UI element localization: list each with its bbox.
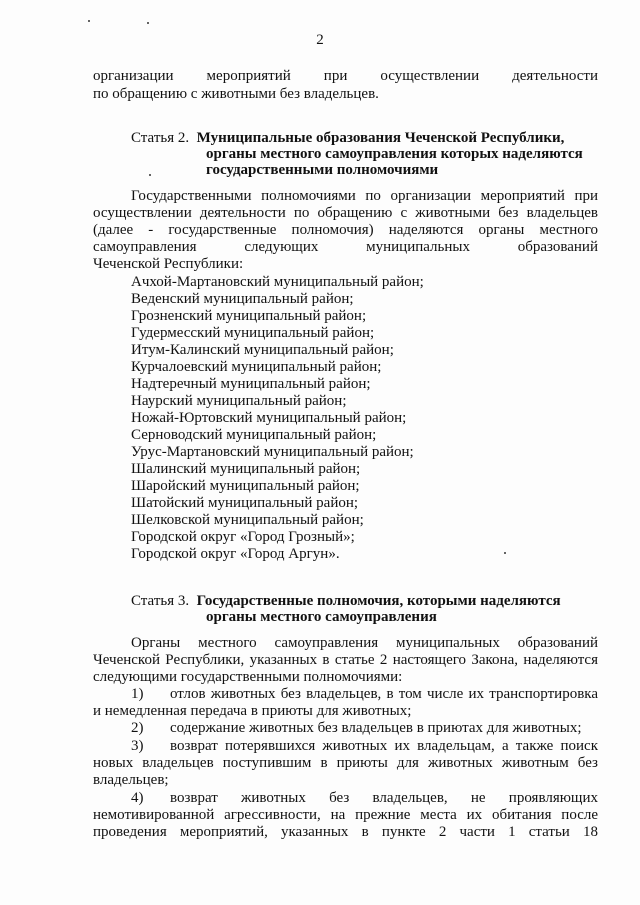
district-list-item: Наурский муниципальный район; [131, 393, 347, 409]
article-3-prefix: Статья 3. [131, 593, 190, 609]
district-list-item: Городской округ «Город Грозный»; [131, 529, 355, 545]
scan-speck [149, 174, 151, 176]
article-3-body-line: Органы местного самоуправления муниципальных образований [131, 635, 598, 651]
item-line: возврат животных без владельцев, не проявляющих [170, 790, 598, 806]
district-list-item: Серноводский муниципальный район; [131, 427, 377, 443]
page-number: 2 [316, 32, 324, 48]
article-3-title: Государственные полномочия, которыми наделяются [196, 593, 561, 609]
intro-line: по обращению с животными без владельцев. [93, 86, 379, 102]
article-2-body-line: Чеченской Республики: [93, 256, 244, 272]
article-3-heading-line [131, 593, 598, 610]
district-list-item: Урус-Мартановский муниципальный район; [131, 444, 414, 460]
article-2-heading-line [131, 130, 598, 147]
district-list-item: Грозненский муниципальный район; [131, 308, 367, 324]
article-2-body-line: самоуправления следующих муниципальных образований [93, 239, 598, 255]
intro-line: организации мероприятий при осуществлении деятельности [93, 68, 598, 84]
item-line: содержание животных без владельцев в приютах для животных; [170, 720, 582, 736]
article-3-body-line: Чеченской Республики, указанных в статье 2 настоящего Закона, наделяются [93, 652, 598, 668]
district-list-item: Шаройский муниципальный район; [131, 478, 360, 494]
district-list-item: Гудермесский муниципальный район; [131, 325, 375, 341]
item-number: 1) [131, 686, 144, 702]
item-line: немотивированной агрессивности, на прежние места их обитания после [93, 807, 598, 823]
district-list-item: Веденский муниципальный район; [131, 291, 354, 307]
item-number: 4) [131, 790, 144, 806]
district-list-item: Ножай-Юртовский муниципальный район; [131, 410, 407, 426]
item-line: возврат потерявшихся животных их владельцам, а также поиск [170, 738, 598, 754]
district-list-item: Шалинский муниципальный район; [131, 461, 361, 477]
district-list-item: Курчалоевский муниципальный район; [131, 359, 382, 375]
scan-speck [504, 552, 506, 554]
item-line: владельцев; [93, 772, 169, 788]
article-2-prefix: Статья 2. [131, 130, 190, 146]
district-list-item: Шатойский муниципальный район; [131, 495, 359, 511]
article-2-heading-line: органы местного самоуправления которых наделяются [206, 146, 583, 162]
district-list-item: Городской округ «Город Аргун». [131, 546, 340, 562]
item-line: отлов животных без владельцев, в том числе их транспортировка [170, 686, 598, 702]
article-3-body-line: следующими государственными полномочиями: [93, 669, 403, 685]
item-line: новых владельцев поступившим в приюты для животных животным без [93, 755, 598, 771]
article-2-body-line: осуществлении деятельности по обращению с животными без владельцев [93, 205, 598, 221]
district-list-item: Ачхой-Мартановский муниципальный район; [131, 274, 424, 290]
district-list-item: Надтеречный муниципальный район; [131, 376, 371, 392]
scan-speck [147, 22, 149, 24]
item-number: 2) [131, 720, 144, 736]
article-2-body-line: Государственными полномочиями по организации мероприятий при [131, 188, 598, 204]
item-line: проведения мероприятий, указанных в пункте 2 части 1 статьи 18 [93, 824, 598, 840]
district-list-item: Шелковской муниципальный район; [131, 512, 364, 528]
article-2-body-line: (далее - государственные полномочия) наделяются органы местного [93, 222, 598, 238]
item-line: и немедленная передача в приюты для животных; [93, 703, 412, 719]
article-2-title: Муниципальные образования Чеченской Республики, [196, 130, 565, 146]
scan-speck [88, 20, 90, 22]
district-list-item: Итум-Калинский муниципальный район; [131, 342, 394, 358]
article-2-heading-line: государственными полномочиями [206, 162, 439, 178]
item-number: 3) [131, 738, 144, 754]
article-3-heading-line: органы местного самоуправления [206, 609, 437, 625]
